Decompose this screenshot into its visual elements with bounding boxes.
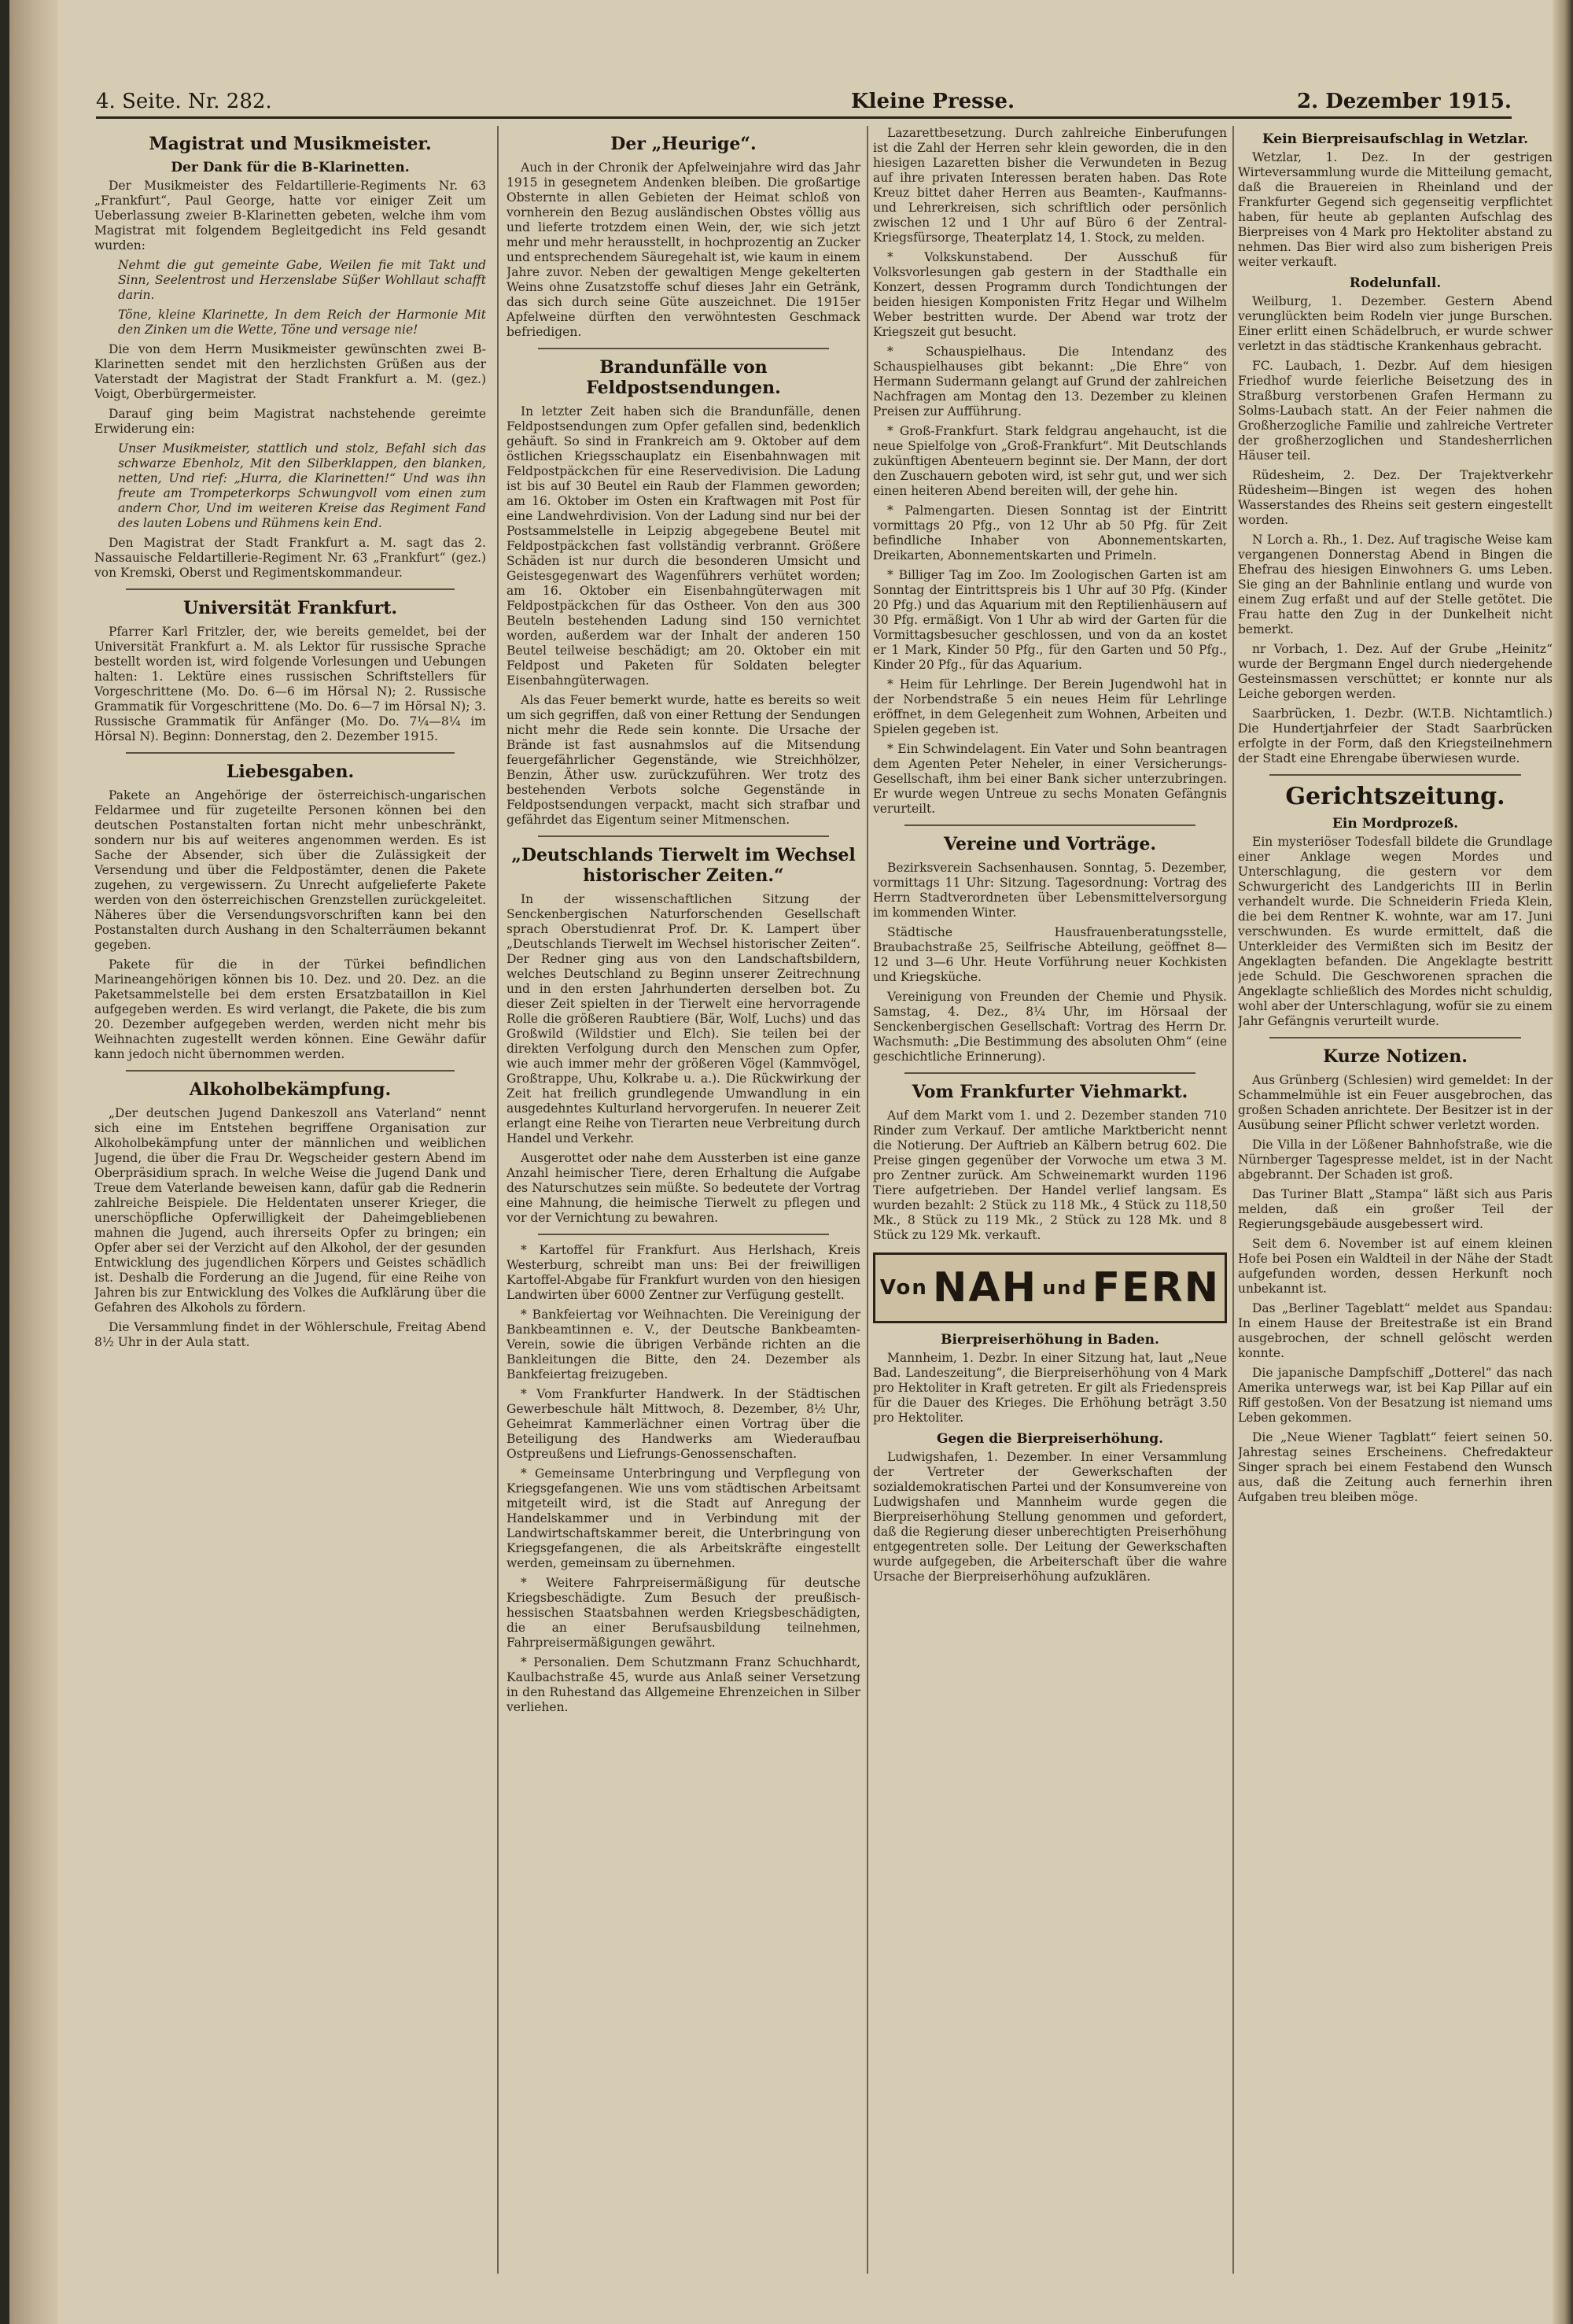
article-paragraph: Pakete an Angehörige der österreichisch-ungarischen Feldarmee und für zugeteilte Personen können bei den deutschen Postanstalten fortan nicht mehr unbeschränkt, sondern nur bis auf weiteres angenommen werden. Es ist Sache der Absender, sich über die Zulässigkeit der Versendung und über die Feldpostämter, denen die Pakete zugehen, zu vergewissern. Zu Unrecht aufgelieferte Pakete werden von den österreichischen Grenzstellen zurückgeleitet. Näheres über die Versendungsvorschriften kann bei den Postanstalten durch Aushang in den Schalterräumen bekannt gegeben. [94, 788, 486, 952]
news-item: Rüdesheim, 2. Dez. Der Trajektverkehr Rüdesheim—Bingen ist wegen des hohen Wasserstandes des Rheins seit gestern eingestellt worden. [1238, 468, 1553, 527]
column-3 [873, 126, 1227, 2274]
news-item: * Personalien. Dem Schutzmann Franz Schuchhardt, Kaulbachstraße 45, wurde aus Anlaß seiner Versetzung in den Ruhestand das Allgemeine Ehrenzeichen in Silber verliehen. [507, 1655, 860, 1714]
article-heading: Universität Frankfurt. [182, 598, 398, 618]
article-paragraph: Auch in der Chronik der Apfelweinjahre wird das Jahr 1915 in gesegnetem Andenken bleiben. Die großartige Obsternte in allen Gebieten der Heimat schloß von vornherein den Bezug ausländischen Obstes völlig aus und lieferte trotzdem einen Wein, der, wie sich jetzt mehr und mehr herausstellt, in hochprozentig an Zucker und entsprechendem Säuregehalt ist, wie kaum in einem Jahre zuvor. Neben der gewaltigen Menge gekelterten Weins ohne Zusatzstoffe schuf dieses Jahr ein Getränk, das sich durch seine Güte auszeichnet. Die 1915er Apfelweine dürften den verwöhntesten Geschmack befriedigen. [507, 160, 860, 339]
news-item: Wetzlar, 1. Dez. In der gestrigen Wirteversammlung wurde die Mitteilung gemacht, daß die Brauereien in Rheinland und der Frankfurter Gegend sich gegenseitig verpflichtet haben, für heute ab geplanten Aufschlag des Bierpreises von 4 Mark pro Hektoliter abstand zu nehmen. Das Bier wird also zum bisherigen Preis weiter verkauft. [1238, 150, 1553, 269]
section-divider [1269, 774, 1521, 776]
column-rule [867, 126, 868, 2274]
article-paragraph: Pfarrer Karl Fritzler, der, wie bereits gemeldet, bei der Universität Frankfurt a. M. als Lektor für russische Sprache bestellt worden ist, wird folgende Vorlesungen und Uebungen halten: 1. Lektüre eines russischen Schriftstellers für Vorgeschrittene (Mo. Do. 6—6 im Hörsal N); 2. Russische Grammatik für Vorgeschrittene (Mo. Do. 6—7 im Hörsal N); 3. Russische Grammatik für Anfänger (Mo. Do. 7¼—8¼ im Hörsal N). Beginn: Donnerstag, den 2. Dezember 1915. [94, 625, 486, 743]
section-divider [126, 588, 455, 590]
article-subheading: Bierpreiserhöhung in Baden. [941, 1332, 1159, 1348]
news-item: Vereinigung von Freunden der Chemie und Physik. Samstag, 4. Dez., 8¼ Uhr, im Hörsaal der Senckenbergischen Gesellschaft: Vortrag des Herrn Dr. Wachsmuth: „Die Bestimmung des absoluten Ohm“ (eine geschichtliche Erinnerung). [873, 990, 1227, 1064]
article-paragraph: Pakete für die in der Türkei befindlichen Marineangehörigen können bis 10. Dez. und 20. Dez. an die Paketsammelstelle bei dem ersten Ersatzbataillon in Kiel aufgegeben werden. Es wird verlangt, die Pakete, die bis zum 20. Dezember aufgegeben werden, werden nicht mehr bis Weihnachten zugestellt werden können. Eine Gewähr dafür kann jedoch nicht übernommen werden. [94, 957, 486, 1061]
article-paragraph: Mannheim, 1. Dezbr. In einer Sitzung hat, laut „Neue Bad. Landeszeitung“, die Bierpreiserhöhung von 4 Mark pro Hektoliter in Kraft getreten. Er gilt als Friedenspreis für die Dauer des Krieges. Die Erhöhung beträgt 3.50 pro Hektoliter. [873, 1351, 1227, 1425]
section-divider [126, 1070, 455, 1072]
article-paragraph: Auf dem Markt vom 1. und 2. Dezember standen 710 Rinder zum Verkauf. Der amtliche Marktbericht nennt die Notierung. Der Auftrieb an Kälbern betrug 602. Die Preise gingen gegenüber der Vorwoche um etwa 3 M. pro Zentner zurück. Am Schweinemarkt wurden 1196 Tiere aufgetrieben. Der Handel verlief langsam. Es wurden bezahlt: 2 Stück zu 118 Mk., 4 Stück zu 118,50 Mk., 8 Stück zu 119 Mk., 2 Stück zu 128 Mk. und 8 Stück zu 129 Mk. verkauft. [873, 1109, 1227, 1242]
page-number: 4. Seite. Nr. 282. [96, 90, 272, 113]
column-1 [94, 126, 486, 2274]
news-item: * Billiger Tag im Zoo. Im Zoologischen Garten ist am Sonntag der Eintrittspreis bis 1 Uhr auf 30 Pfg. (Kinder 20 Pfg.) und das Aquarium mit den Reptilienhäusern auf 30 Pfg. ermäßigt. Von 1 Uhr ab wird der Garten für die Vormittagsbesucher geschlossen, und von da an kostet er 1 Mark, Kinder 50 Pfg., für den Garten und 50 Pfg., Kinder 20 Pfg., für das Aquarium. [873, 568, 1227, 672]
banner-word: Von [879, 1275, 928, 1300]
news-item: N Lorch a. Rh., 1. Dez. Auf tragische Weise kam vergangenen Donnerstag Abend in Bingen die Ehefrau des hiesigen Einwohners G. ums Leben. Sie ging an der Bahnlinie entlang und wurde von einem Zug erfaßt und auf der Stelle getötet. Die Frau hatte den Zug in der Dunkelheit nicht bemerkt. [1238, 533, 1553, 636]
section-divider [904, 1072, 1195, 1074]
article-heading: Alkoholbekämpfung. [189, 1079, 392, 1100]
news-item: * Vom Frankfurter Handwerk. In der Städtischen Gewerbeschule hält Mittwoch, 8. Dezember, 8½ Uhr, Geheimrat Kammerlächner einen Vortrag über die Beteiligung des Handwerks am Wiederaufbau Ostpreußens und Liefrungs-Genossenschaften. [507, 1387, 860, 1461]
article-paragraph: Die von dem Herrn Musikmeister gewünschten zwei B-Klarinetten sendet mit den herzlichsten Grüßen aus der Vaterstadt der Magistrat der Stadt Frankfurt a. M. (gez.) Voigt, Oberbürgermeister. [94, 342, 486, 401]
article-heading: Der „Heurige“. [610, 134, 757, 154]
news-item: Die Villa in der Lößener Bahnhofstraße, wie die Nürnberger Tagespresse meldet, ist in der Nacht abgebrannt. Der Schaden ist groß. [1238, 1138, 1553, 1182]
article-paragraph: Ein mysteriöser Todesfall bildete die Grundlage einer Anklage wegen Mordes und Unterschlagung, die gestern vor dem Schwurgericht des Landgerichts III in Berlin verhandelt wurde. Die Schneiderin Frieda Klein, die bei dem Rentner K. wohnte, war am 17. Juni verschwunden. Es wurde ermittelt, daß die Unterkleider des Vermißten sich im Besitz der Angeklagten befanden. Die Angeklagte bestritt jede Schuld. Die Geschworenen sprachen die Angeklagte schließlich des Mordes nicht schuldig, wohl aber der Unterschlagung, wofür sie zu einem Jahr Gefängnis verurteilt wurde. [1238, 835, 1553, 1028]
book-binding [9, 0, 58, 2324]
article-heading: Magistrat und Musikmeister. [149, 134, 432, 154]
column-2 [507, 126, 860, 2274]
section-heading: Gerichtszeitung. [1285, 783, 1505, 810]
article-paragraph: Als das Feuer bemerkt wurde, hatte es bereits so weit um sich gegriffen, daß von einer Rettung der Sendungen nicht mehr die Rede sein konnte. Die Ursache der Brände ist fast ausnahmslos auf die Mitsendung feuergefährlicher Gegenstände, wie Streichhölzer, Benzin, Äther usw. zurückzuführen. Wer trotz des bestehenden Verbots solche Gegenstände in Feldpostsendungen verpackt, macht sich strafbar und gefährdet das Eigentum seiner Mitmenschen. [507, 693, 860, 827]
news-item: * Heim für Lehrlinge. Der Berein Jugendwohl hat in der Norbendstraße 5 ein neues Heim für Lehrlinge eröffnet, in dem Gelegenheit zum Wohnen, Arbeiten und Spielen gegeben ist. [873, 677, 1227, 736]
article-subheading: Rodelunfall. [1349, 275, 1442, 291]
article-heading: Brandunfälle von Feldpostsendungen. [586, 357, 781, 398]
news-item: nr Vorbach, 1. Dez. Auf der Grube „Heinitz“ wurde der Bergmann Engel durch niedergehende Gesteinsmassen verschüttet; er konnte nur als Leiche geborgen werden. [1238, 642, 1553, 701]
poem-stanza: Unser Musikmeister, stattlich und stolz, Befahl sich das schwarze Ebenholz, Mit den Silberklappen, den blanken, netten, Und rief: „Hurra, die Klarinetten!“ Und was ihn freute am Trompeterkorps Schwungvoll vom einen zum andern Chor, Und im weiteren Kreise das Regiment Fand des lauten Lobens und Rühmens kein End. [118, 441, 486, 530]
news-item: * Palmengarten. Diesen Sonntag ist der Eintritt vormittags 20 Pfg., von 12 Uhr ab 50 Pfg. für Zeit befindliche Inhaber von Abonnementskarten, Dreikarten, Abonnementskarten und Primeln. [873, 504, 1227, 563]
article-paragraph: In letzter Zeit haben sich die Brandunfälle, denen Feldpostsendungen zum Opfer gefallen sind, bedenklich gehäuft. So sind in Frankreich am 9. Oktober auf dem östlichen Kriegsschauplatz ein Eisenbahnwagen mit Feldpostpäckchen für eine Reservedivision. Die Ladung ist bis auf 30 Beutel ein Raub der Flammen geworden; am 16. Oktober im Osten ein Kraftwagen mit Post für eine Landwehrdivision. Von der Ladung sind nur bei der Postsammelstelle in Leipzig abgegebene Beutel mit Feldpostpäckchen fast vollständig verbrannt. Größere Schäden ist nur durch die besonderen Umsicht und Geistesgegenwart des Wagenführers verhütet worden; am 16. Oktober ein Eisenbahngüterwagen mit Feldpostpäckchen für das Ostheer. Von den aus 300 Beuteln bestehenden Ladung sind 150 vernichtet worden, außerdem war der Inhalt der anderen 150 Beutel teilweise beschädigt; am 20. Oktober ein mit Feldpost und Paketen für Soldaten belegter Eisenbahngüterwagen. [507, 404, 860, 688]
news-item: * Gemeinsame Unterbringung und Verpflegung von Kriegsgefangenen. Wie uns vom städtischen Arbeitsamt mitgeteilt wird, ist die Stadt auf Anregung der Handelskammer und in Verbindung mit der Landwirtschaftskammer bereit, die Unterbringung von Kriegsgefangenen, die als Arbeitskräfte eingestellt werden, gemeinsam zu übernehmen. [507, 1466, 860, 1570]
news-item: * Volkskunstabend. Der Ausschuß für Volksvorlesungen gab gestern in der Stadthalle ein Konzert, dessen Programm durch Tondichtungen der beiden hiesigen Komponisten Fritz Hegar und Wilhelm Weber bestritten wurde. Der Abend war trotz der Kriegszeit gut besucht. [873, 250, 1227, 339]
article-subheading: Gegen die Bierpreiserhöhung. [936, 1431, 1164, 1447]
issue-date: 2. Dezember 1915. [1297, 90, 1512, 113]
article-paragraph: Den Magistrat der Stadt Frankfurt a. M. sagt das 2. Nassauische Feldartillerie-Regiment Nr. 63 „Frankfurt“ (gez.) von Kremski, Oberst und Regimentskommandeur. [94, 536, 486, 580]
article-paragraph: Der Musikmeister des Feldartillerie-Regiments Nr. 63 „Frankfurt“, Paul George, hatte vor einiger Zeit um Ueberlassung zweier B-Klarinetten gebeten, welche ihm vom Magistrat mit folgendem Begleitgedicht ins Feld gesandt wurden: [94, 179, 486, 253]
news-item: Das Turiner Blatt „Stampa“ läßt sich aus Paris melden, daß ein großer Teil der Regierungsgebäude ausgebessert wird. [1238, 1187, 1553, 1231]
article-heading: „Deutschlands Tierwelt im Wechsel historischer Zeiten.“ [511, 845, 856, 886]
column-rule [1232, 126, 1234, 2274]
news-item: Seit dem 6. November ist auf einem kleinen Hofe bei Posen ein Waldteil in der Nähe der Stadt aufgefunden worden, dessen Herkunft noch unbekannt ist. [1238, 1237, 1553, 1296]
news-item: * Ein Schwindelagent. Ein Vater und Sohn beantragen dem Agenten Peter Neheler, in einer Versicherungs-Gesellschaft, ihm bei einer Bank sicher unterzubringen. Er wurde wegen Untreue zu sechs Monaten Gefängnis verurteilt. [873, 742, 1227, 816]
news-item: FC. Laubach, 1. Dezbr. Auf dem hiesigen Friedhof wurde feierliche Beisetzung des in Straßburg verstorbenen Grafen Hermann zu Solms-Laubach statt. An der Feier nahmen die Großherzogliche Familie und zahlreiche Vertreter der großherzoglichen und Standesherrlichen Häuser teil. [1238, 359, 1553, 463]
section-heading: Vom Frankfurter Viehmarkt. [912, 1082, 1188, 1102]
article-paragraph: Darauf ging beim Magistrat nachstehende gereimte Erwiderung ein: [94, 407, 486, 436]
page-edge-shadow [1553, 0, 1573, 2324]
news-item: * Weitere Fahrpreisermäßigung für deutsche Kriegsbeschädigte. Zum Besuch der preußisch-hessischen Staatsbahnen werden Kriegsbeschädigten, die an einer Berufsausbildung teilnehmen, Fahrpreisermäßigungen gewährt. [507, 1576, 860, 1650]
column-4 [1238, 126, 1553, 2274]
news-item: Städtische Hausfrauenberatungsstelle, Braubachstraße 25, Seilfrische Abteilung, geöffnet 8—12 und 3—6 Uhr. Heute Vorführung neuer Kochkisten und Kriegsküche. [873, 925, 1227, 984]
news-item: Saarbrücken, 1. Dezbr. (W.T.B. Nichtamtlich.) Die Hundertjahrfeier der Stadt Saarbrücken erfolgte in der Form, daß den Kriegsteilnehmern der Stadt eine Ehrengabe überwiesen wurde. [1238, 706, 1553, 765]
article-subheading: Kein Bierpreisaufschlag in Wetzlar. [1262, 131, 1529, 147]
banner-word: NAH [932, 1263, 1038, 1311]
section-heading: Vereine und Vorträge. [943, 834, 1157, 854]
news-item: * Schauspielhaus. Die Intendanz des Schauspielhauses gibt bekannt: „Die Ehre“ von Hermann Sudermann gelangt auf Grund der zahlreichen Nachfragen am Montag den 13. Dezember zu kleinen Preisen zur Aufführung. [873, 345, 1227, 419]
newspaper-page [9, 0, 1573, 2324]
article-subheading: Der Dank für die B-Klarinetten. [171, 160, 410, 175]
poem-stanza: Nehmt die gut gemeinte Gabe, Weilen fie mit Takt und Sinn, Seelentrost und Herzenslabe Süßer Wohllaut schafft darin. [118, 258, 486, 302]
section-heading: Kurze Notizen. [1323, 1046, 1468, 1067]
news-item: * Kartoffel für Frankfurt. Aus Herlshach, Kreis Westerburg, schreibt man uns: Bei der freiwilligen Kartoffel-Abgabe für Frankfurt wurden von den hiesigen Landwirten über 6000 Zentner zur Verfügung gestellt. [507, 1243, 860, 1302]
page-header [96, 85, 1512, 119]
article-paragraph: Ludwigshafen, 1. Dezember. In einer Versammlung der Vertreter der Gewerkschaften der sozialdemokratischen Partei und der Konsumvereine von Ludwigshafen und Mannheim wurde gegen die Bierpreiserhöhung Stellung genommen und gefordert, daß die Regierung dieser unberechtigten Preiserhöhung entgegentreten solle. Der Leitung der Gewerkschaften wurde aufgegeben, die Arbeiterschaft über die wahre Ursache der Bierpreiserhöhung aufzuklären. [873, 1450, 1227, 1584]
section-divider [1269, 1037, 1521, 1038]
news-item: Lazarettbesetzung. Durch zahlreiche Einberufungen ist die Zahl der Herren sehr klein geworden, die in den hiesigen Lazaretten bisher die Verwundeten in Bezug auf ihre privaten Interessen beraten haben. Das Rote Kreuz bittet daher Herren aus Beamten-, Kaufmanns- und Lehrerkreisen, sich schriftlich oder persönlich zwischen 12 und 1 Uhr auf Büro 6 der Zentral-Kriegsfürsorge, Theaterplatz 14, 1. Stock, zu melden. [873, 126, 1227, 245]
news-item: Das „Berliner Tageblatt“ meldet aus Spandau: In einem Hause der Breitestraße ist ein Brand ausgebrochen, der schnell gelöscht werden konnte. [1238, 1301, 1553, 1360]
section-divider [538, 348, 829, 349]
news-item: Weilburg, 1. Dezember. Gestern Abend verunglückten beim Rodeln vier junge Burschen. Einer erlitt einen Schädelbruch, er wurde schwer verletzt in das städtische Krankenhaus gebracht. [1238, 294, 1553, 353]
news-item: * Bankfeiertag vor Weihnachten. Die Vereinigung der Bankbeamtinnen e. V., der Deutsche Bankbeamten-Verein, sowie die übrigen Verbände richten an die Bankleitungen die Bitte, den 24. Dezember als Bankfeiertag freizugeben. [507, 1308, 860, 1381]
article-subheading: Ein Mordprozeß. [1332, 816, 1459, 832]
von-nah-und-fern-banner [873, 1252, 1227, 1323]
article-paragraph: „Der deutschen Jugend Dankeszoll ans Vaterland“ nennt sich eine im Entstehen begriffene Organisation zur Alkoholbekämpfung unter der männlichen und weiblichen Jugend, die über die Frau Dr. Wegscheider gestern Abend im Oberpräsidium sprach. In welche Weise die Jugend Dank und Treue dem Vaterlande beweisen kann, dafür gab die Rednerin zahlreiche Beispiele. Die Heldentaten unserer Krieger, die unerschöpfliche Opferwilligkeit der Daheimgebliebenen mahnen die Jugend, auch ihrerseits Opfer zu bringen; ein Opfer aber sei der Verzicht auf den Alkohol, der der gesunden Entwicklung des jugendlichen Körpers und Geistes schädlich ist. Deshalb die Forderung an die Jugend, für eine Reihe von Jahren bis zur Entwicklung des Volkes die Aufklärung über die Gefahren des Alkohols zu fördern. [94, 1106, 486, 1315]
newspaper-title: Kleine Presse. [851, 90, 1015, 113]
banner-word: FERN [1092, 1263, 1221, 1311]
news-item: Aus Grünberg (Schlesien) wird gemeldet: In der Schammelmühle ist ein Feuer ausgebrochen, das großen Schaden anrichtete. Der Besitzer ist in der Ausübung seiner Pflicht schwer verletzt worden. [1238, 1073, 1553, 1132]
poem-stanza: Töne, kleine Klarinette, In dem Reich der Harmonie Mit den Zinken um die Wette, Töne und versage nie! [118, 308, 486, 337]
section-divider [538, 836, 829, 837]
column-rule [497, 126, 499, 2274]
section-divider [904, 824, 1195, 826]
article-paragraph: In der wissenschaftlichen Sitzung der Senckenbergischen Naturforschenden Gesellschaft sprach Oberstudienrat Prof. Dr. K. Lampert über „Deutschlands Tierwelt im Wechsel historischer Zeiten“. Der Redner ging aus von den Landschaftsbildern, welches Deutschland zu Beginn unserer Zeitrechnung und in den ersten Jahrhunderten derselben bot. Zu dieser Zeit spielten in der Tierwelt eine hervorragende Rolle die größeren Raubtiere (Bär, Wolf, Luchs) und das Großwild (Wildstier und Elch). Sie teilen bei der direkten Verfolgung durch den Menschen zum Opfer, wie auch immer mehr der größeren Vögel (Kammvögel, Großtrappe, Uhu, Kolkrabe u. a.). Die Rückwirkung der Zeit hat freilich grundlegende Umwandlung in ein ausgedehntes Kulturland hervorgerufen. In neuerer Zeit erlangt eine Reihe von Tierarten neue Verbreitung durch Handel und Verkehr. [507, 892, 860, 1145]
article-paragraph: Die Versammlung findet in der Wöhlerschule, Freitag Abend 8½ Uhr in der Aula statt. [94, 1320, 486, 1349]
news-item: Bezirksverein Sachsenhausen. Sonntag, 5. Dezember, vormittags 11 Uhr: Sitzung. Tagesordnung: Vortrag des Herrn Stadtverordneten über Lebensmittelversorgung im kommenden Winter. [873, 861, 1227, 920]
article-heading: Liebesgaben. [226, 762, 355, 782]
section-divider [538, 1234, 829, 1235]
article-paragraph: Ausgerottet oder nahe dem Aussterben ist eine ganze Anzahl heimischer Tiere, deren Erhaltung die Aufgabe des Naturschutzes sein müßte. So bedeutete der Vortrag eine Mahnung, die heimische Tierwelt zu pflegen und vor der Vernichtung zu bewahren. [507, 1151, 860, 1225]
section-divider [126, 752, 455, 754]
news-item: * Groß-Frankfurt. Stark feldgrau angehaucht, ist die neue Spielfolge von „Groß-Frankfurt“. Mit Deutschlands zukünftigen Abenteuern beginnt sie. Der Mann, der dort den Zuschauern geboten wird, ist sehr gut, und wer sich einen heiteren Abend bereiten will, der gehe hin. [873, 424, 1227, 498]
banner-word: und [1042, 1276, 1088, 1299]
news-item: Die „Neue Wiener Tagblatt“ feiert seinen 50. Jahrestag seines Erscheinens. Chefredakteur Singer sprach bei einem Festabend den Wunsch aus, daß die Zeitung auch fernerhin ihren Aufgaben treu bleiben möge. [1238, 1430, 1553, 1504]
news-item: Die japanische Dampfschiff „Dotterel“ das nach Amerika unterwegs war, ist bei Kap Pillar auf ein Riff gestoßen. Von der Besatzung ist niemand ums Leben gekommen. [1238, 1366, 1553, 1425]
